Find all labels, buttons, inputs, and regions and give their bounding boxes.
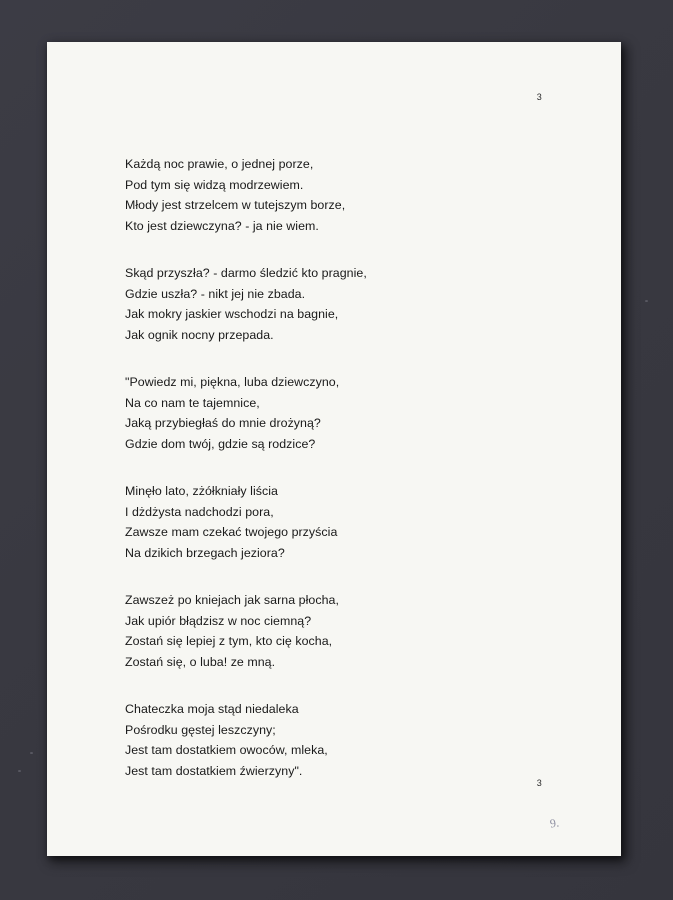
poem-line: Chateczka moja stąd niedaleka [125,702,299,716]
stanza [125,481,555,563]
scanned-page [47,42,621,856]
poem-line: Gdzie dom twój, gdzie są rodzice? [125,436,316,451]
poem-line: Minęło lato, zżółkniały liścia [125,484,279,498]
background-speck [30,752,33,754]
poem-line: Każdą noc prawie, o jednej porze, [125,157,314,171]
stanza [125,590,555,672]
poem-line: Pod tym się widzą modrzewiem. [125,177,304,192]
background-speck [645,300,648,302]
poem-line: Młody jest strzelcem w tutejszym borze, [125,198,346,212]
poem-line: Skąd przyszła? - darmo śledzić kto pragnie, [125,266,367,280]
stanza [125,154,555,236]
poem-line: Gdzie uszła? - nikt jej nie zbada. [125,286,306,301]
pencil-annotation: 9. [549,815,560,831]
poem-line: Jest tam dostatkiem owoców, mleka, [125,743,328,757]
stanza [125,699,555,781]
poem-line: "Powiedz mi, piękna, luba dziewczyno, [125,375,340,389]
stanza [125,263,555,345]
poem-line: Jak upiór błądzisz w noc ciemną? [125,613,312,628]
poem-line: Na co nam te tajemnice, [125,395,260,410]
poem-line: Jaką przybiegłaś do mnie drożyną? [125,416,321,430]
poem-line: Zawsze mam czekać twojego przyścia [125,525,338,539]
poem-line: Jak mokry jaskier wschodzi na bagnie, [125,307,339,321]
poem-line: Jak ognik nocny przepada. [125,327,274,342]
background-speck [18,770,21,772]
page-number-top: 3 [536,92,542,102]
poem-line: Zostań się lepiej z tym, kto cię kocha, [125,634,333,648]
poem-line: Na dzikich brzegach jeziora? [125,545,285,560]
poem-line: Pośrodku gęstej leszczyny; [125,722,276,737]
poem-line: Jest tam dostatkiem źwierzyny". [125,763,303,778]
stanza [125,372,555,454]
page-number-bottom: 3 [536,778,542,788]
poem-line: Zostań się, o luba! ze mną. [125,654,276,669]
poem-line: Kto jest dziewczyna? - ja nie wiem. [125,218,319,233]
poem-line: Zawszeż po kniejach jak sarna płocha, [125,593,339,607]
poem-line: I dżdżysta nadchodzi pora, [125,504,274,519]
poem-body [125,154,555,808]
